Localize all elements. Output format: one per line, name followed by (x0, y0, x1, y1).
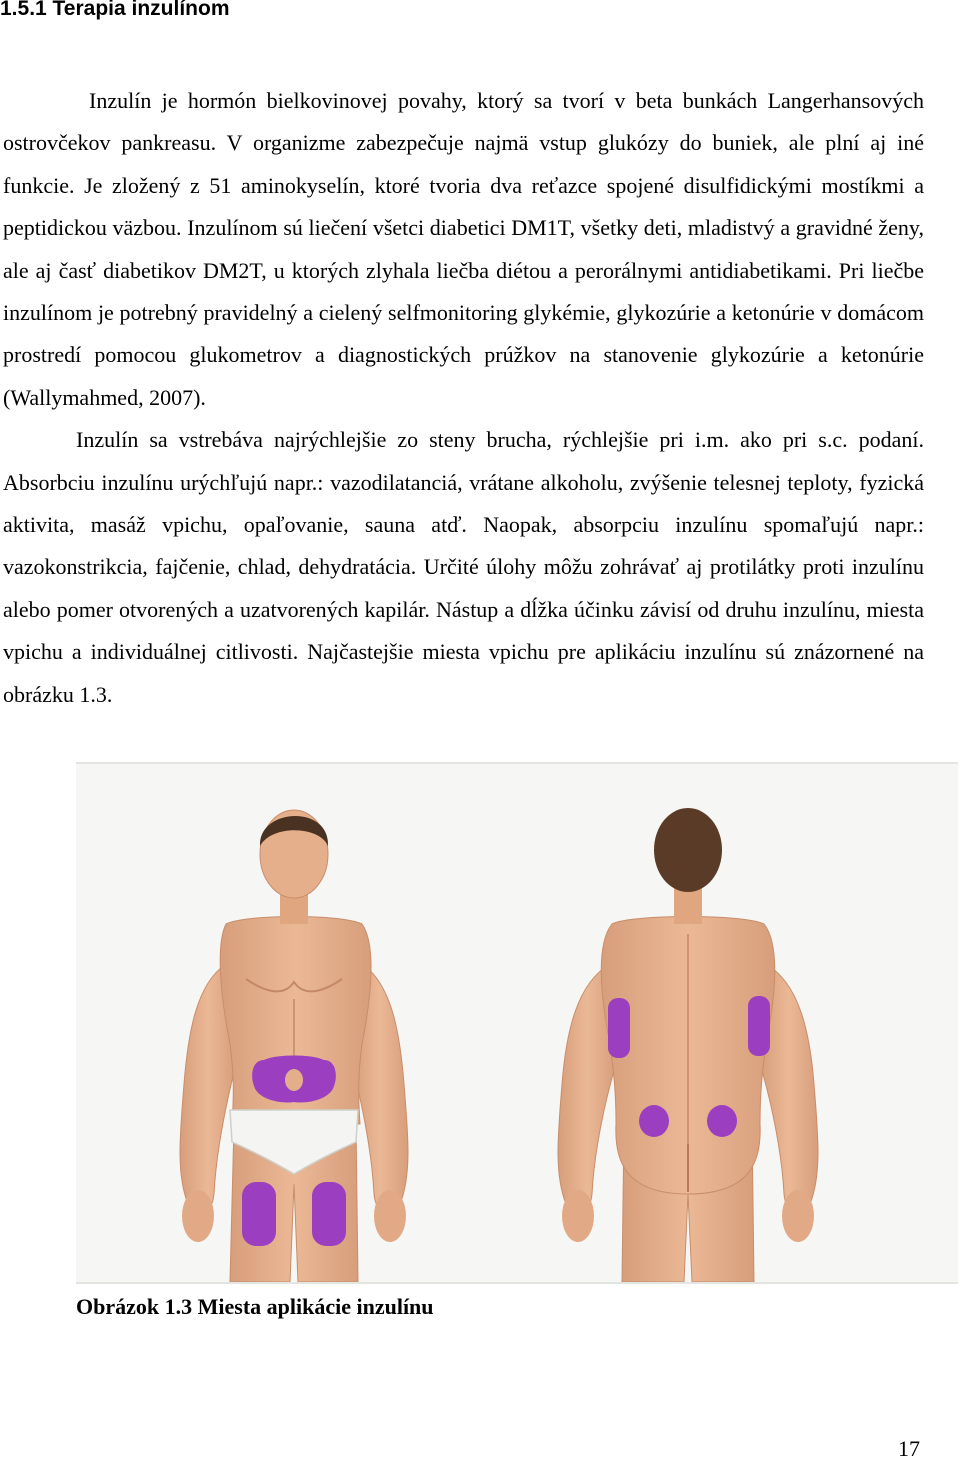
body-text (3, 80, 924, 716)
left-upper-arm-injection-site (608, 998, 630, 1058)
back-left-hand (562, 1190, 594, 1242)
section-heading: 1.5.1 Terapia inzulínom (0, 0, 230, 20)
front-right-hand (374, 1190, 406, 1242)
right-buttock-injection-site (707, 1105, 737, 1137)
back-body-figure (558, 808, 818, 1282)
back-right-hand (782, 1190, 814, 1242)
front-left-hand (182, 1190, 214, 1242)
paragraph-insulin-description: Inzulín je hormón bielkovinovej povahy, ktorý sa tvorí v beta bunkách Langerhansových ostrovčekov pankreasu. V organizme zabezpečuje najmä vstup glukózy do buniek, ale plní aj iné funkcie. Je zložený z 51 aminokyselín, ktoré tvoria dva reťazce spojené disulfidickými mostíkmi a peptidickou väzbou. Inzulínom sú liečení všetci diabetici DM1T, všetky deti, mladistvý a gravidné ženy, ale aj časť diabetikov DM2T, u ktorých zlyhala liečba diétou a perorálnymi antidiabetikami. Pri liečbe inzulínom je potrebný pravidelný a cielený selfmonitoring glykémie, glykozúrie a ketonúrie v domácom prostredí pomocou glukometrov a diagnostických prúžkov na stanovenie glykozúrie a ketonúrie (Wallymahmed, 2007). (3, 88, 924, 410)
right-thigh-injection-site (312, 1182, 346, 1246)
navel (285, 1069, 303, 1091)
back-head (654, 808, 722, 892)
paragraph-insulin-absorption: Inzulín sa vstrebáva najrýchlejšie zo steny brucha, rýchlejšie pri i.m. ako pri s.c. podaní. Absorbciu inzulínu urýchľujú napr.: vazodilatanciá, vrátane alkoholu, zvýšenie telesnej teploty, fyzická aktivita, masáž vpichu, opaľovanie, sauna atď. Naopak, absorpciu inzulínu spomaľujú napr.: vazokonstrikcia, fajčenie, chlad, dehydratácia. Určité úlohy môžu zohrávať aj protilátky proti inzulínu alebo pomer otvorených a uzatvorených kapilár. Nástup a dĺžka účinku závisí od druhu inzulínu, miesta vpichu a individuálnej citlivosti. Najčastejšie miesta vpichu pre aplikáciu inzulínu sú znázornené na obrázku 1.3. (3, 427, 924, 707)
left-thigh-injection-site (242, 1182, 276, 1246)
right-upper-arm-injection-site (748, 996, 770, 1056)
front-body-figure (180, 810, 408, 1282)
page-number: 17 (898, 1436, 920, 1461)
figure-caption: Obrázok 1.3 Miesta aplikácie inzulínu (76, 1294, 434, 1319)
injection-sites-illustration (76, 764, 958, 1282)
left-buttock-injection-site (639, 1105, 669, 1137)
figure-injection-sites (76, 762, 958, 1284)
